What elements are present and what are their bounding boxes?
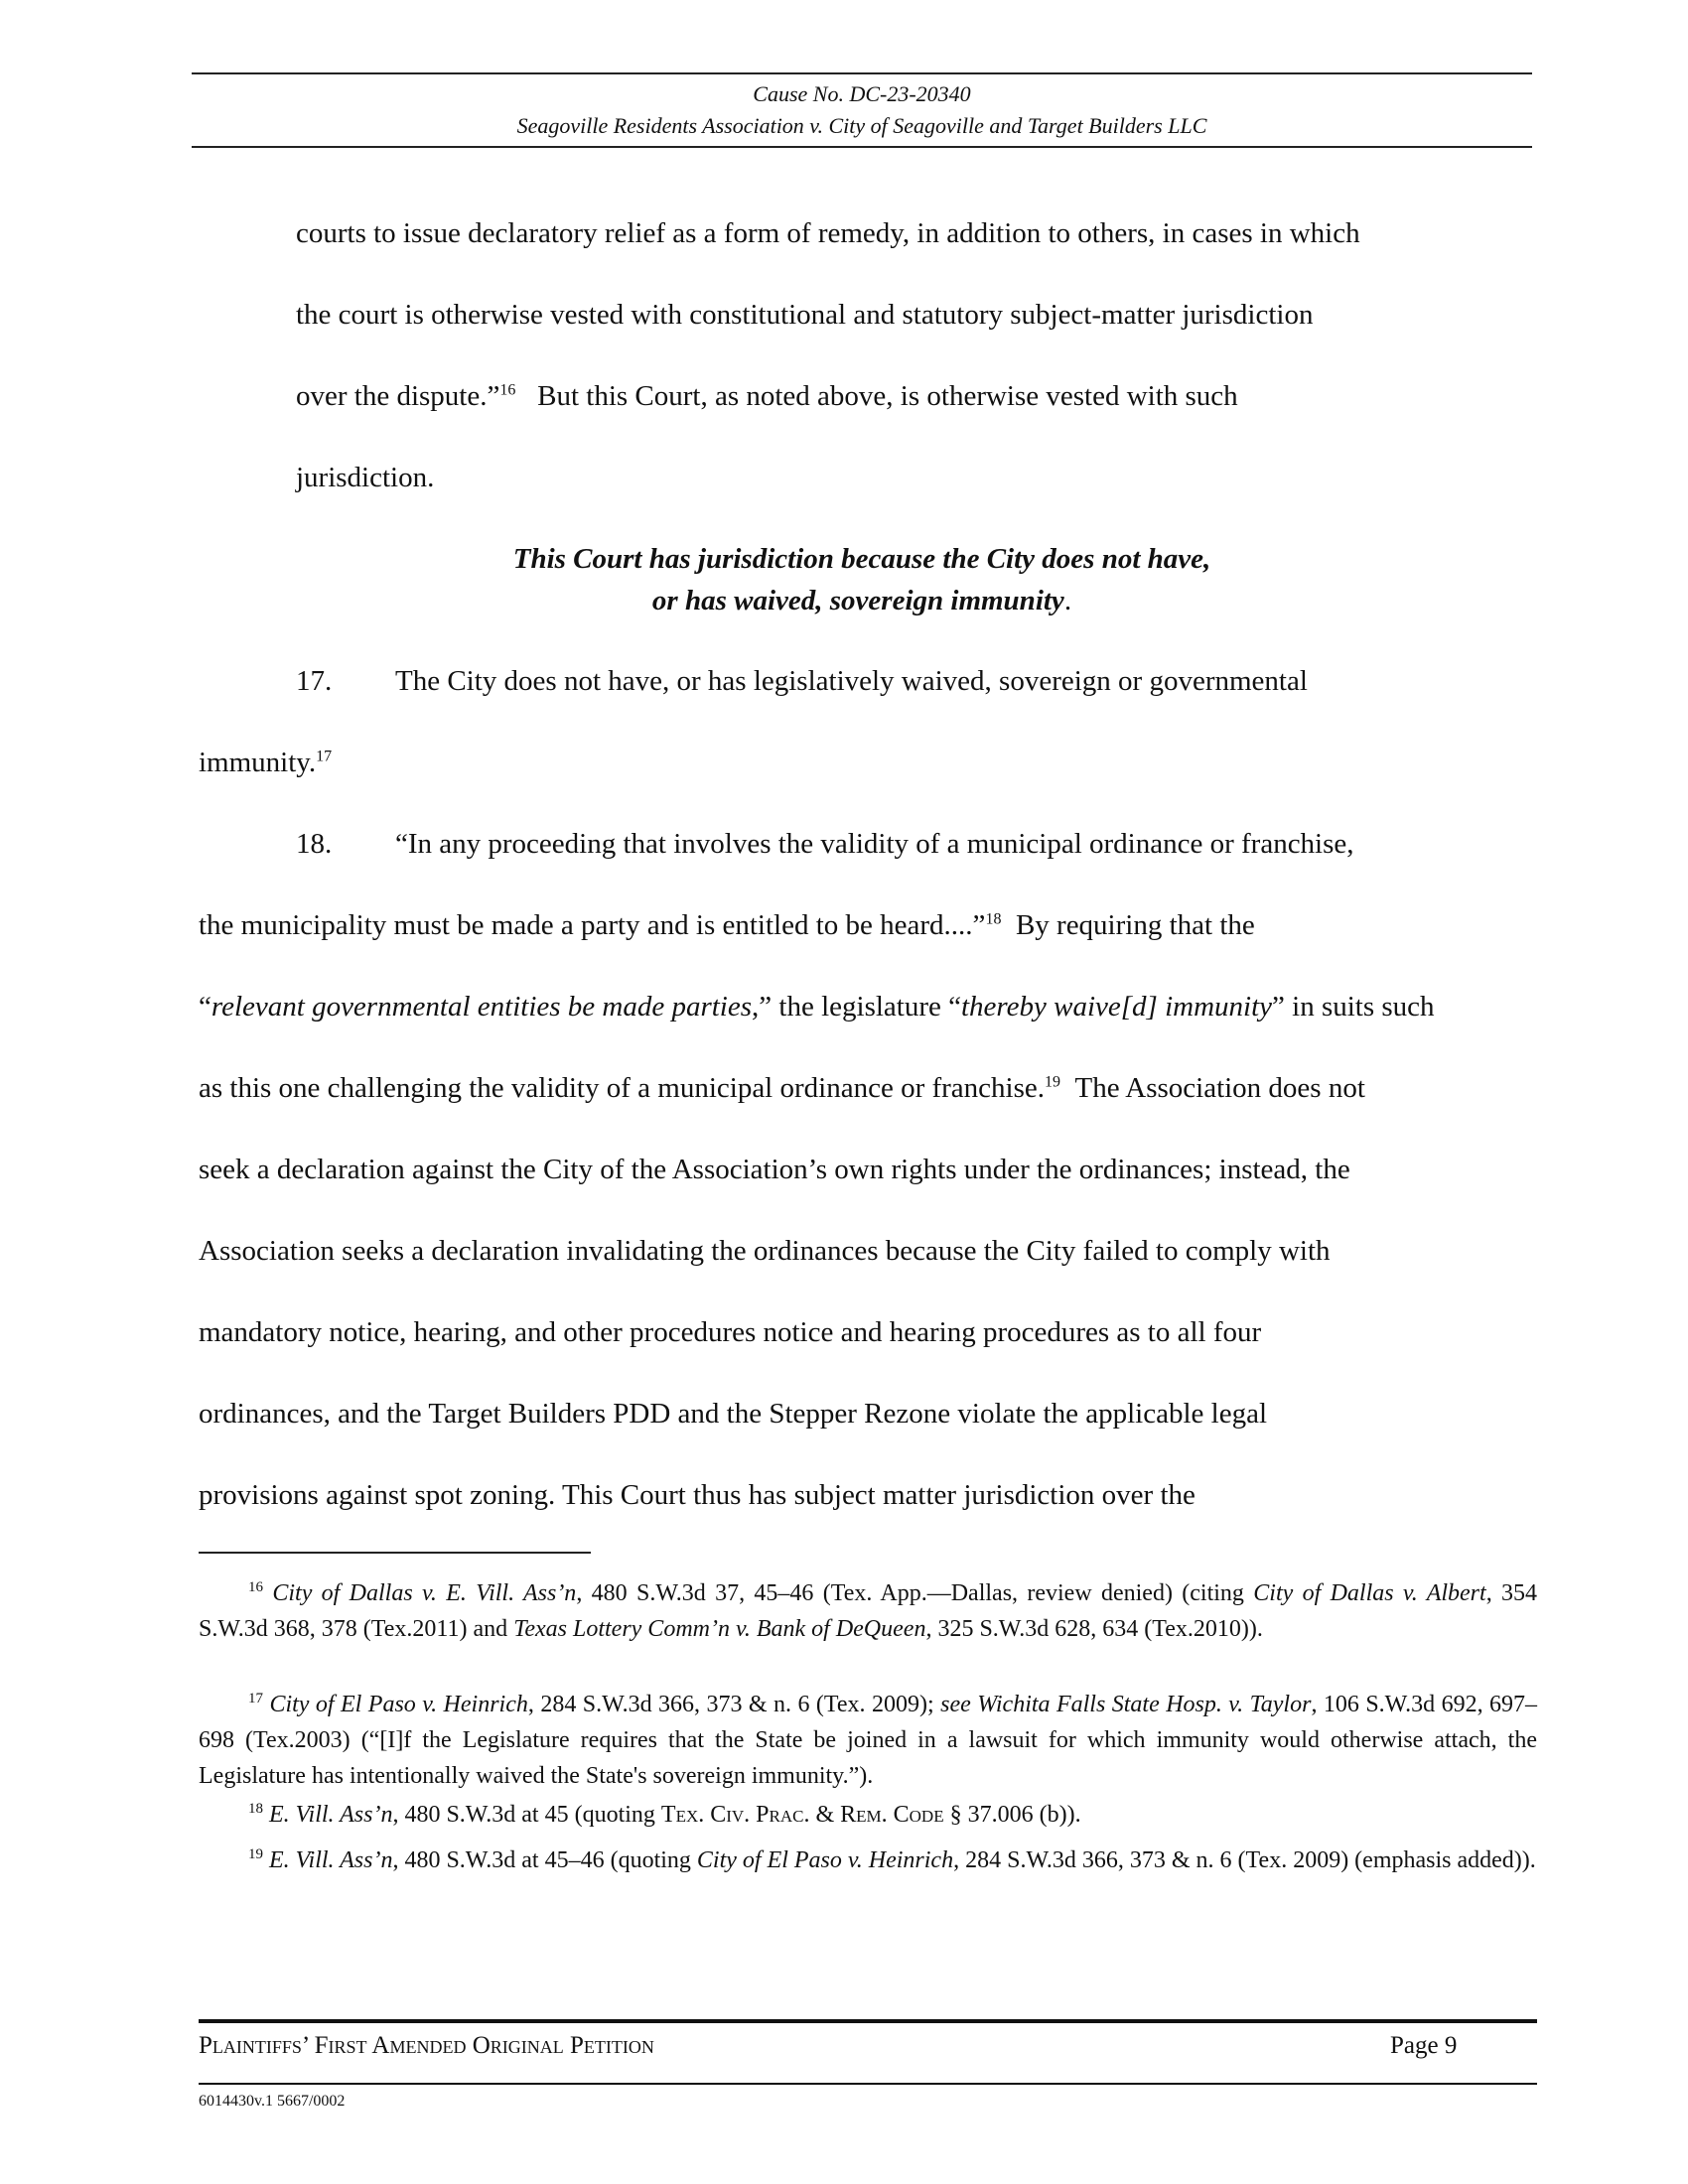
citation-text: , 106 S.W.3d 692, 697–698 (Tex.2003) (“[I]f the Legislature requires that the State be joined in a lawsuit for which immunity would otherwise attach, the Legislature has intentionally waived the State's sovereign immunity.”). xyxy=(199,1692,1538,1789)
paragraph-18-line-3-end: ” in suits such xyxy=(1272,991,1435,1023)
body-line-2: the court is otherwise vested with constitutional and statutory subject-matter jurisdiction xyxy=(296,299,1314,331)
paragraph-18-line-5: seek a declaration against the City of the Association’s own rights under the ordinances; instead, the xyxy=(199,1154,1350,1185)
case-name: see Wichita Falls State Hosp. v. Taylor xyxy=(940,1692,1312,1717)
section-heading-period: . xyxy=(1063,585,1072,616)
case-name: E. Vill. Ass’n xyxy=(269,1847,393,1873)
body-line-3-text: over the dispute.” xyxy=(296,380,500,412)
footnote-18 xyxy=(199,1797,1537,1833)
paragraph-18-number: 18. xyxy=(296,828,333,860)
paragraph-17-text: The City does not have, or has legislatively waived, sovereign or governmental xyxy=(395,665,1308,697)
case-name: City of Dallas v. E. Vill. Ass’n xyxy=(272,1580,577,1606)
citation-text: , 480 S.W.3d 37, 45–46 (Tex. App.—Dallas, review denied) (citing xyxy=(576,1580,1254,1606)
body-line-3-rest: But this Court, as noted above, is otherwise vested with such xyxy=(537,380,1238,412)
header-top-rule xyxy=(192,72,1532,74)
case-name: Texas Lottery Comm’n v. Bank of DeQueen xyxy=(513,1616,926,1642)
cause-number: Cause No. DC-23-20340 xyxy=(753,81,971,106)
paragraph-17-line-2 xyxy=(199,747,332,779)
paragraph-18-line-4-rest: The Association does not xyxy=(1074,1072,1365,1104)
section-heading-line-2-text: or has waived, sovereign immunity xyxy=(651,585,1064,616)
footer-bottom-rule xyxy=(199,2083,1537,2085)
case-name: City of El Paso v. Heinrich xyxy=(269,1692,528,1717)
quote-mark: “ xyxy=(199,991,211,1023)
document-id: 6014430v.1 5667/0002 xyxy=(199,2093,346,2110)
section-heading-line-1: This Court has jurisdiction because the City does not have, xyxy=(512,543,1211,575)
footnote-17 xyxy=(199,1687,1537,1794)
body-line-3 xyxy=(296,380,1238,413)
footnote-ref-17: 17 xyxy=(316,748,333,765)
footnote-separator xyxy=(199,1552,591,1554)
case-name: City of El Paso v. Heinrich xyxy=(696,1847,954,1873)
paragraph-17-number: 17. xyxy=(296,665,333,697)
citation-text: § 37.006 (b)). xyxy=(943,1802,1081,1828)
citation-text: , 325 S.W.3d 628, 634 (Tex.2010)). xyxy=(925,1616,1263,1642)
body-line-1: courts to issue declaratory relief as a form of remedy, in addition to others, in cases in which xyxy=(296,217,1360,249)
footnote-ref-18: 18 xyxy=(985,910,1002,928)
statute-name: Tex. Civ. Prac. & Rem. Code xyxy=(660,1802,944,1828)
footnote-16-number: 16 xyxy=(248,1579,263,1595)
footnote-ref-19: 19 xyxy=(1045,1073,1061,1091)
paragraph-17-line-2-text: immunity. xyxy=(199,747,317,778)
citation-text: , 354 S.W.3d 368, 378 (Tex.2011) and xyxy=(199,1580,1538,1642)
header-bottom-rule xyxy=(192,146,1532,148)
paragraph-18-line-6: Association seeks a declaration invalidating the ordinances because the City failed to comply with xyxy=(199,1235,1331,1267)
citation-text: , 480 S.W.3d at 45–46 (quoting xyxy=(392,1847,697,1873)
paragraph-18-line-4 xyxy=(199,1072,1365,1105)
footnote-18-number: 18 xyxy=(248,1801,263,1817)
page-number: Page 9 xyxy=(1390,2032,1458,2059)
paragraph-18-line-3 xyxy=(199,991,1435,1024)
paragraph-18-line-2-text: the municipality must be made a party and is entitled to be heard....” xyxy=(199,909,986,941)
paragraph-18-line-8: ordinances, and the Target Builders PDD and the Stepper Rezone violate the applicable legal xyxy=(199,1398,1268,1430)
citation-text: , 284 S.W.3d 366, 373 & n. 6 (Tex. 2009) (emphasis added)). xyxy=(953,1847,1536,1873)
paragraph-18-line-2 xyxy=(199,909,1255,942)
paragraph-18-line-3-mid: ,” the legislature “ xyxy=(752,991,961,1023)
paragraph-18-line-2-rest: By requiring that the xyxy=(1015,909,1255,941)
footer-rule xyxy=(199,2019,1537,2023)
paragraph-18-text: “In any proceeding that involves the validity of a municipal ordinance or franchise, xyxy=(395,828,1354,860)
footnote-19 xyxy=(199,1843,1537,1878)
document-title: Plaintiffs’ First Amended Original Petition xyxy=(199,2032,654,2059)
quoted-phrase-immunity: thereby waive[d] immunity xyxy=(961,991,1273,1023)
paragraph-18-line-7: mandatory notice, hearing, and other procedures notice and hearing procedures as to all four xyxy=(199,1316,1262,1348)
case-name: E. Vill. Ass’n xyxy=(269,1802,393,1828)
citation-text: , 284 S.W.3d 366, 373 & n. 6 (Tex. 2009); xyxy=(527,1692,941,1717)
case-name: City of Dallas v. Albert xyxy=(1253,1580,1486,1606)
paragraph-18-line-9: provisions against spot zoning. This Court thus has subject matter jurisdiction over the xyxy=(199,1479,1196,1511)
quoted-phrase-parties: relevant governmental entities be made parties xyxy=(211,991,753,1023)
paragraph-18-line-4-text: as this one challenging the validity of a municipal ordinance or franchise. xyxy=(199,1072,1046,1104)
footnote-ref-16: 16 xyxy=(499,381,516,399)
footnote-16 xyxy=(199,1575,1537,1647)
case-caption: Seagoville Residents Association v. City of Seagoville and Target Builders LLC xyxy=(516,113,1207,138)
section-heading-line-2 xyxy=(192,585,1532,617)
body-line-4: jurisdiction. xyxy=(296,462,435,493)
footnote-17-number: 17 xyxy=(248,1691,263,1706)
citation-text: , 480 S.W.3d at 45 (quoting xyxy=(392,1802,661,1828)
footnote-19-number: 19 xyxy=(248,1846,263,1862)
